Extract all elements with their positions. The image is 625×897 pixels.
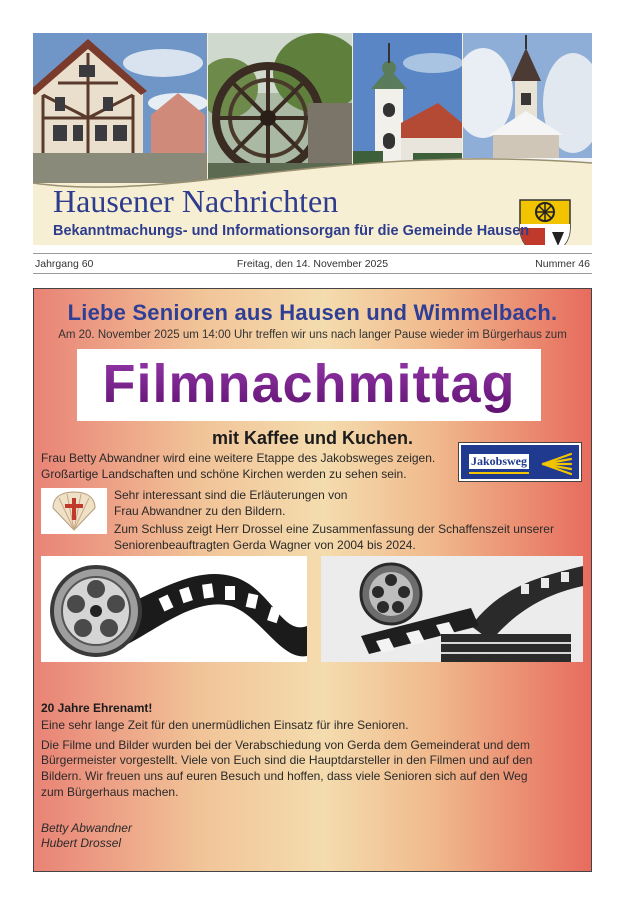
publication-subtitle: Bekanntmachungs- und Informationsorgan für die Gemeinde Hausen bbox=[53, 223, 530, 239]
article-line: Frau Betty Abwandner wird eine weitere Etappe des Jakobsweges zeigen. bbox=[41, 451, 436, 465]
signature: Betty Abwandner bbox=[41, 821, 132, 835]
announcement-headline: Liebe Senioren aus Hausen und Wimmelbach. bbox=[67, 300, 558, 325]
article-line: Sehr interessant sind die Erläuterungen von bbox=[114, 488, 348, 502]
article-line: Zum Schluss zeigt Herr Drossel eine Zusammenfassung der Schaffenszeit unserer bbox=[114, 522, 554, 536]
film-banner bbox=[77, 349, 541, 421]
section-heading: 20 Jahre Ehrenamt! bbox=[41, 701, 153, 715]
jakobsweg-label: Jakobsweg bbox=[471, 454, 528, 468]
announcement-subhead: mit Kaffee und Kuchen. bbox=[211, 428, 413, 448]
issue-date: Freitag, den 14. November 2025 bbox=[236, 258, 389, 270]
arrow-icon bbox=[469, 472, 529, 474]
issue-volume: Jahrgang 60 bbox=[35, 258, 94, 270]
publication-title: Hausener Nachrichten bbox=[53, 183, 339, 219]
body-line: Die Filme und Bilder wurden bei der Verabschiedung von Gerda dem Gemeinderat und dem bbox=[41, 738, 530, 752]
signature: Hubert Drossel bbox=[41, 836, 122, 850]
body-line: Eine sehr lange Zeit für den unermüdlichen Einsatz für ihre Senioren. bbox=[41, 718, 409, 732]
masthead bbox=[33, 33, 592, 245]
announcement-intro: Am 20. November 2025 um 14:00 Uhr treffen wir uns nach langer Pause wieder im Bürgerhaus zum bbox=[58, 329, 567, 341]
article-line: Seniorenbeauftragten Gerda Wagner von 2004 bis 2024. bbox=[114, 538, 416, 552]
scallop-shell-icon bbox=[541, 451, 573, 477]
announcement-box bbox=[33, 288, 592, 872]
scallop-cross-icon bbox=[41, 488, 107, 534]
jakobsweg-sign bbox=[459, 443, 581, 481]
body-line: Bildern. Wir freuen uns auf euren Besuch und hoffen, dass viele Senioren sich auf den Weg bbox=[41, 769, 528, 783]
film-clapper-image bbox=[321, 556, 583, 662]
issue-info-line bbox=[33, 253, 592, 274]
body-line: Bürgermeister vorgestellt. Viele von Euch sind die Hauptdarsteller in den Filmen und auf den bbox=[41, 753, 533, 767]
scallop-shell-image bbox=[41, 488, 107, 534]
article-line: Großartige Landschaften und schöne Kirchen werden zu sehen sein. bbox=[41, 467, 407, 481]
film-reel-image bbox=[41, 556, 307, 662]
issue-number: Nummer 46 bbox=[535, 258, 590, 270]
film-banner-text: Filmnachmittag bbox=[77, 349, 541, 419]
article-line: Frau Abwandner zu den Bildern. bbox=[114, 504, 286, 518]
body-line: zum Bürgerhaus machen. bbox=[41, 785, 179, 799]
